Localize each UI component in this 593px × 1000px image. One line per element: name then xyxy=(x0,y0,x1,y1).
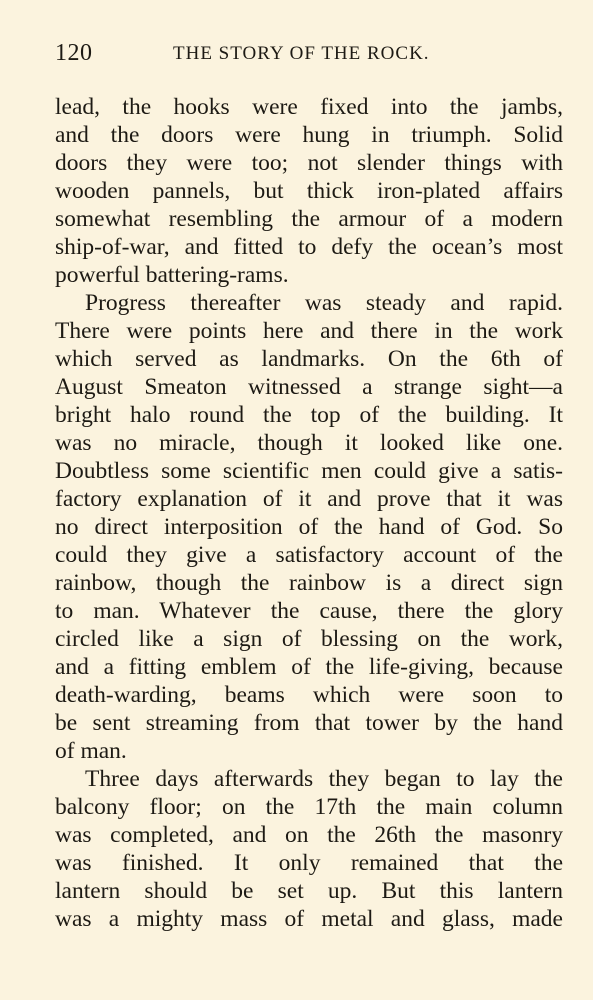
text-line: powerful battering-rams. xyxy=(55,262,289,288)
text-line: circled like a sign of blessing on the work, xyxy=(55,626,563,652)
text-line: be sent streaming from that tower by the hand xyxy=(55,710,563,736)
text-line: could they give a satisfactory account of the xyxy=(55,542,563,568)
text-line: no direct interposition of the hand of God. So xyxy=(55,514,563,540)
text-line: Progress thereafter was steady and rapid. xyxy=(85,290,563,316)
text-line: rainbow, though the rainbow is a direct sign xyxy=(55,570,563,596)
paragraph xyxy=(55,93,563,289)
text-line: to man. Whatever the cause, there the glory xyxy=(55,598,563,624)
text-line: doors they were too; not slender things with xyxy=(55,150,563,176)
text-line: There were points here and there in the work xyxy=(55,318,563,344)
text-line: lantern should be set up. But this lantern xyxy=(55,878,563,904)
text-line: and a fitting emblem of the life-giving, because xyxy=(55,654,563,680)
text-line: was completed, and on the 26th the masonry xyxy=(55,822,563,848)
body-text xyxy=(55,93,563,933)
running-title: THE STORY OF THE ROCK. xyxy=(173,43,430,64)
text-line: bright halo round the top of the building. It xyxy=(55,402,563,428)
text-line: which served as landmarks. On the 6th of xyxy=(55,346,563,372)
text-line: factory explanation of it and prove that it was xyxy=(55,486,563,512)
text-line: lead, the hooks were fixed into the jambs, xyxy=(55,94,563,120)
text-line: death-warding, beams which were soon to xyxy=(55,682,563,708)
text-line: and the doors were hung in triumph. Solid xyxy=(55,122,563,148)
text-line: Three days afterwards they began to lay the xyxy=(85,766,563,792)
text-line: ship-of-war, and fitted to defy the ocean’s most xyxy=(55,234,563,260)
text-line: was no miracle, though it looked like one. xyxy=(55,430,563,456)
text-line: wooden pannels, but thick iron-plated affairs xyxy=(55,178,563,204)
text-line: somewhat resembling the armour of a modern xyxy=(55,206,563,232)
text-line: Doubtless some scientific men could give a satis- xyxy=(55,458,563,484)
text-line: was finished. It only remained that the xyxy=(55,850,563,876)
paragraph xyxy=(55,765,563,933)
page-number: 120 xyxy=(55,40,93,66)
text-line: August Smeaton witnessed a strange sight—a xyxy=(55,374,563,400)
text-line: balcony floor; on the 17th the main column xyxy=(55,794,563,820)
text-line: was a mighty mass of metal and glass, made xyxy=(55,906,563,932)
page-header xyxy=(55,40,565,72)
text-line: of man. xyxy=(55,738,127,764)
paragraph xyxy=(55,289,563,765)
